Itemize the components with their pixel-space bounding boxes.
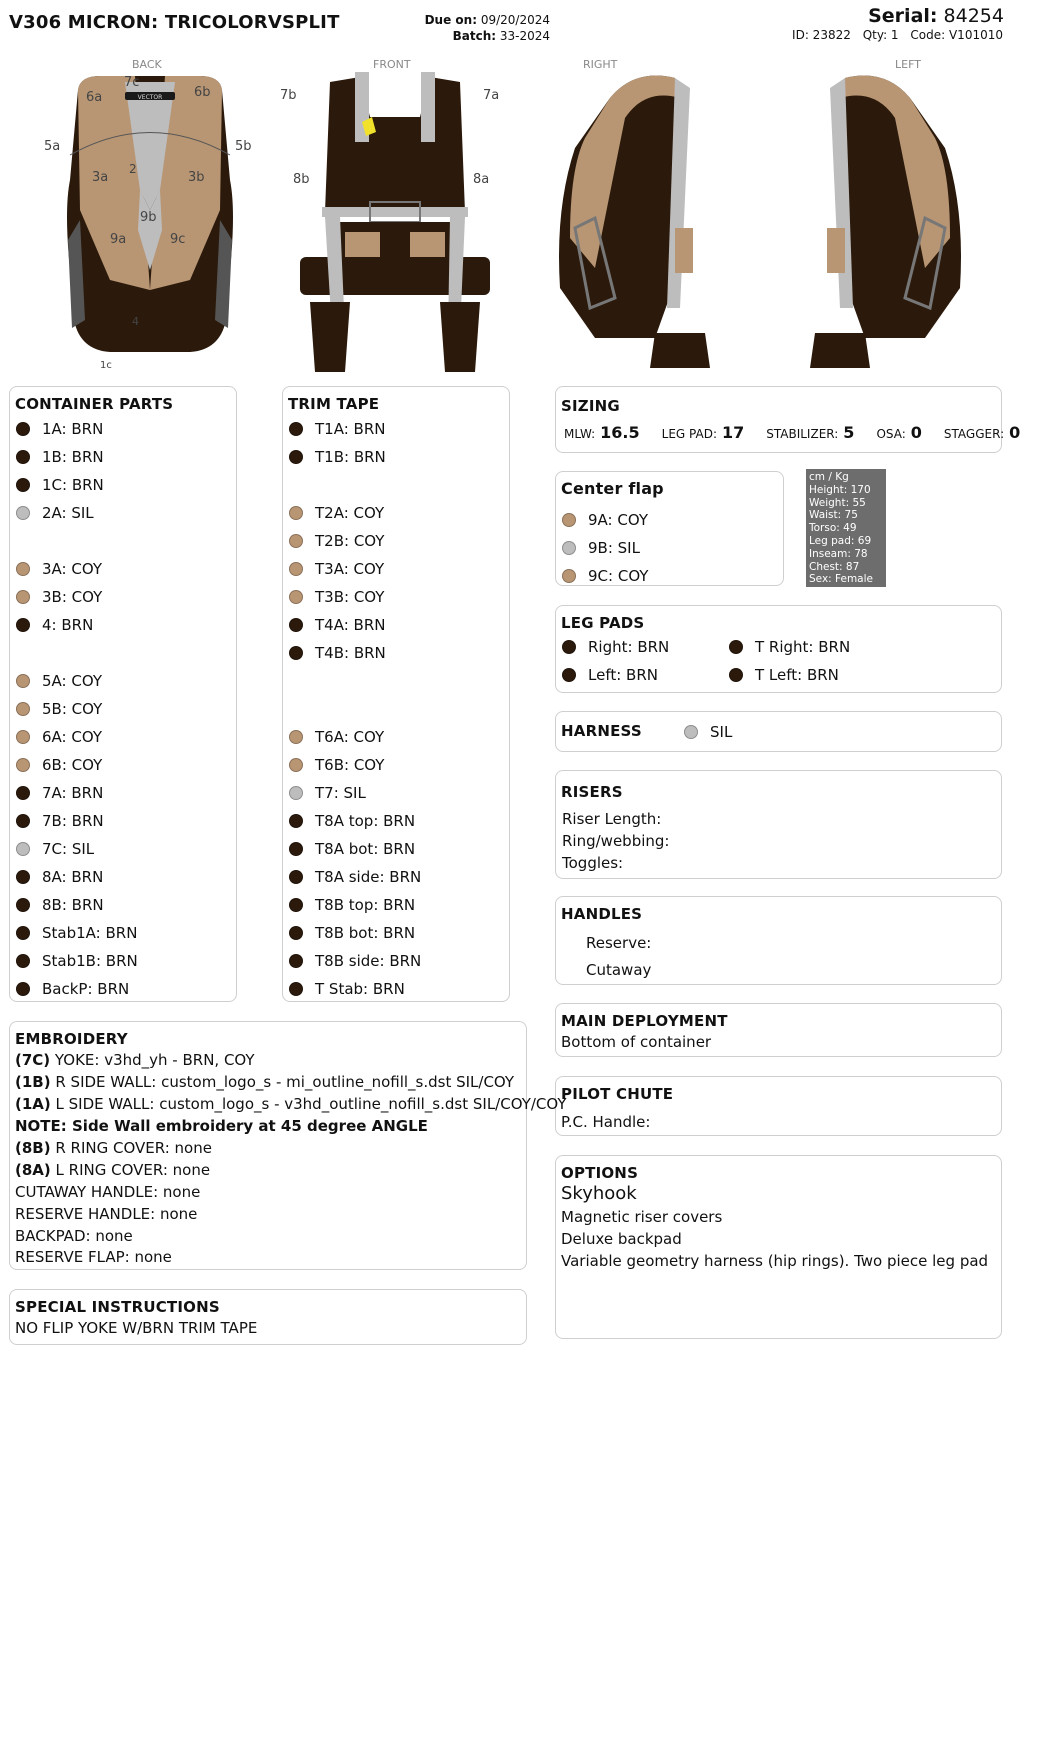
list-item: [16, 922, 137, 944]
due-batch: [380, 12, 550, 44]
list-item-label: 9A: COY: [588, 511, 648, 529]
color-swatch: [684, 725, 698, 739]
color-swatch: [289, 954, 303, 968]
embroidery-code: (8B): [15, 1139, 51, 1157]
color-swatch: [16, 674, 30, 688]
list-item-label: 6B: COY: [42, 756, 103, 774]
list-item-label: T2A: COY: [315, 504, 385, 522]
main-deployment-value: Bottom of container: [561, 1033, 712, 1051]
due-value: 09/20/2024: [480, 13, 550, 27]
embroidery-reserve-handle: RESERVE HANDLE: none: [15, 1205, 198, 1223]
list-item-label: T7: SIL: [315, 784, 366, 802]
embroidery-code: (8A): [15, 1161, 51, 1179]
color-swatch: [16, 702, 30, 716]
color-swatch: [289, 786, 303, 800]
list-item-label: BackP: BRN: [42, 980, 130, 998]
measure-sex: Sex: Female: [809, 573, 873, 586]
list-item: [16, 978, 129, 1000]
main-deployment-title: MAIN DEPLOYMENT: [561, 1012, 728, 1030]
list-item: [289, 978, 405, 1000]
harness-title: HARNESS: [561, 722, 642, 740]
list-item: [289, 726, 384, 748]
list-item-label: T1A: BRN: [315, 420, 386, 438]
pilot-chute-title: PILOT CHUTE: [561, 1085, 674, 1103]
color-swatch: [289, 450, 303, 464]
harness-color: [684, 721, 732, 743]
pc-handle: P.C. Handle:: [561, 1113, 651, 1131]
embroidery-backpad: BACKPAD: none: [15, 1227, 133, 1245]
color-swatch: [16, 926, 30, 940]
list-item-label: T8A bot: BRN: [315, 840, 416, 858]
color-swatch: [16, 814, 30, 828]
legpad-label: LEG PAD:: [661, 427, 717, 441]
qty-text: Qty: 1: [862, 28, 899, 42]
color-swatch: [16, 982, 30, 996]
harness-panel: [555, 711, 1002, 752]
color-swatch: [16, 506, 30, 520]
front-view-drawing: [300, 72, 490, 377]
main-deployment-panel: [555, 1003, 1002, 1057]
list-item: [16, 726, 102, 748]
label-7c: 7c: [124, 75, 140, 90]
list-item: [289, 446, 386, 468]
list-item: [16, 698, 102, 720]
color-swatch: [562, 668, 576, 682]
options-title: OPTIONS: [561, 1164, 639, 1182]
label-3a: 3a: [92, 170, 109, 185]
list-item-label: 9B: SIL: [588, 539, 640, 557]
mlw-label: MLW:: [564, 427, 596, 441]
list-item-label: T3B: COY: [315, 588, 385, 606]
center-flap-panel: [555, 471, 784, 586]
due-label: Due on:: [424, 13, 477, 27]
list-item-label: T2B: COY: [315, 532, 385, 550]
list-item: [289, 754, 384, 776]
stagger-label: STAGGER:: [943, 427, 1005, 441]
list-item-label: 3B: COY: [42, 588, 103, 606]
list-item: [289, 530, 384, 552]
color-swatch: [289, 842, 303, 856]
handles-title: HANDLES: [561, 905, 643, 923]
list-item-label: 6A: COY: [42, 728, 102, 746]
stagger-value: 0: [1009, 423, 1021, 442]
label-2: 2: [129, 162, 137, 176]
label-9b: 9b: [140, 210, 157, 225]
list-item: [562, 509, 648, 531]
legpad-value: 17: [721, 423, 745, 442]
option-skyhook: Skyhook: [561, 1183, 637, 1204]
list-item: [16, 586, 102, 608]
list-item-label: 9C: COY: [588, 567, 649, 585]
color-swatch: [16, 590, 30, 604]
option-line-3: Variable geometry harness (hip rings). Two piece leg pad: [561, 1252, 989, 1270]
color-swatch: [289, 422, 303, 436]
embroidery-reserve-flap: RESERVE FLAP: none: [15, 1248, 172, 1266]
list-item: [16, 838, 94, 860]
color-swatch: [562, 569, 576, 583]
embroidery-text: R SIDE WALL: custom_logo_s - mi_outline_nofill_s.dst SIL/COY: [50, 1073, 515, 1091]
list-item-label: T8B bot: BRN: [315, 924, 416, 942]
color-swatch: [289, 870, 303, 884]
option-line-1: Magnetic riser covers: [561, 1208, 723, 1226]
color-swatch: [16, 422, 30, 436]
embroidery-title: EMBROIDERY: [15, 1030, 128, 1048]
color-swatch: [16, 478, 30, 492]
measurements-box: [806, 469, 886, 587]
handles-panel: [555, 896, 1002, 985]
container-parts-title: CONTAINER PARTS: [15, 395, 174, 413]
leg-pad-t-right: [729, 636, 850, 658]
harness-value: SIL: [710, 723, 733, 741]
batch-label: Batch:: [452, 29, 497, 43]
embroidery-r-ring-cover: [15, 1139, 212, 1157]
measure-torso: Torso: 49: [809, 522, 857, 535]
view-label-back: BACK: [132, 58, 162, 71]
list-item-label: T3A: COY: [315, 560, 385, 578]
list-item-label: 5B: COY: [42, 700, 103, 718]
color-swatch: [289, 758, 303, 772]
list-item: [289, 950, 421, 972]
list-item: [289, 922, 415, 944]
pilot-chute-panel: [555, 1076, 1002, 1136]
color-swatch: [562, 513, 576, 527]
label-1c: 1c: [100, 360, 112, 371]
handle-cutaway: Cutaway: [586, 961, 652, 979]
list-item-label: T Stab: BRN: [315, 980, 405, 998]
label-5b: 5b: [235, 139, 252, 154]
list-item: [289, 586, 384, 608]
measure-height: Height: 170: [809, 483, 871, 496]
label-5a: 5a: [44, 139, 61, 154]
sizing-title: SIZING: [561, 397, 620, 415]
list-item-label: 7C: SIL: [42, 840, 95, 858]
list-item: [289, 614, 385, 636]
embroidery-cutaway-handle: CUTAWAY HANDLE: none: [15, 1183, 201, 1201]
leg-pad-right-label: Right: BRN: [588, 638, 670, 656]
list-item: [16, 894, 104, 916]
osa-label: OSA:: [876, 427, 906, 441]
color-swatch: [16, 450, 30, 464]
embroidery-text: L RING COVER: none: [50, 1161, 211, 1179]
leg-pads-panel: [555, 605, 1002, 693]
list-item: [16, 782, 103, 804]
list-item: [289, 502, 384, 524]
stabilizer-value: 5: [843, 423, 855, 442]
color-swatch: [16, 870, 30, 884]
list-item: [289, 558, 384, 580]
label-8a: 8a: [473, 172, 490, 187]
list-item-label: T4B: BRN: [315, 644, 386, 662]
options-panel: [555, 1155, 1002, 1339]
embroidery-yoke: [15, 1051, 255, 1069]
trim-tape-title: TRIM TAPE: [288, 395, 380, 413]
color-swatch: [289, 814, 303, 828]
label-7b: 7b: [280, 88, 297, 103]
color-swatch: [16, 618, 30, 632]
color-swatch: [289, 730, 303, 744]
list-item: [16, 418, 103, 440]
label-7a: 7a: [483, 88, 500, 103]
list-item: [16, 446, 104, 468]
list-item-label: Stab1B: BRN: [42, 952, 138, 970]
color-swatch: [16, 898, 30, 912]
list-item-label: 7A: BRN: [42, 784, 104, 802]
sizing-values: [564, 423, 1039, 442]
color-swatch: [289, 926, 303, 940]
list-item-label: T1B: BRN: [315, 448, 386, 466]
list-item: [16, 950, 138, 972]
measure-chest: Chest: 87: [809, 560, 860, 573]
list-item: [16, 474, 104, 496]
embroidery-text: YOKE: v3hd_yh - BRN, COY: [50, 1051, 255, 1069]
left-view-drawing: [795, 68, 965, 373]
color-swatch: [289, 898, 303, 912]
riser-ring-webbing: Ring/webbing:: [562, 832, 670, 850]
right-view-drawing: [555, 68, 725, 373]
embroidery-l-side-wall: [15, 1095, 567, 1113]
color-swatch: [729, 640, 743, 654]
list-item: [16, 866, 103, 888]
special-instructions-title: SPECIAL INSTRUCTIONS: [15, 1298, 220, 1316]
embroidery-r-side-wall: [15, 1073, 514, 1091]
list-item: [16, 670, 102, 692]
embroidery-text: L SIDE WALL: custom_logo_s - v3hd_outline_nofill_s.dst SIL/COY/COY: [50, 1095, 567, 1113]
view-label-front: FRONT: [373, 58, 411, 71]
container-parts-panel: [9, 386, 237, 1002]
color-swatch: [562, 640, 576, 654]
measure-legpad: Leg pad: 69: [809, 534, 872, 547]
list-item-label: 4: BRN: [42, 616, 94, 634]
measure-waist: Waist: 75: [809, 509, 858, 522]
risers-panel: [555, 770, 1002, 879]
id-text: ID: 23822: [792, 28, 851, 42]
color-swatch: [16, 730, 30, 744]
batch-value: 33-2024: [499, 29, 550, 43]
color-swatch: [289, 534, 303, 548]
color-swatch: [16, 562, 30, 576]
list-item: [16, 502, 94, 524]
embroidery-code: (7C): [15, 1051, 51, 1069]
view-label-left: LEFT: [895, 58, 921, 71]
list-item-label: T4A: BRN: [315, 616, 386, 634]
serial-value: 84254: [943, 5, 1004, 27]
list-item: [289, 866, 421, 888]
color-swatch: [16, 758, 30, 772]
color-swatch: [289, 562, 303, 576]
list-item: [289, 418, 385, 440]
page-title: V306 MICRON: TRICOLORVSPLIT: [9, 12, 340, 33]
list-item: [16, 810, 104, 832]
list-item: [16, 558, 102, 580]
list-item-label: 2A: SIL: [42, 504, 94, 522]
osa-value: 0: [910, 423, 922, 442]
risers-title: RISERS: [561, 783, 623, 801]
special-instructions-value: NO FLIP YOKE W/BRN TRIM TAPE: [15, 1319, 258, 1337]
list-item-label: Stab1A: BRN: [42, 924, 138, 942]
label-6b: 6b: [194, 85, 211, 100]
color-swatch: [562, 541, 576, 555]
leg-pad-t-left-label: T Left: BRN: [755, 666, 839, 684]
riser-length: Riser Length:: [562, 810, 662, 828]
list-item-label: 8A: BRN: [42, 868, 104, 886]
center-flap-title: Center flap: [561, 479, 664, 498]
measure-inseam: Inseam: 78: [809, 547, 868, 560]
list-item-label: T8A side: BRN: [315, 868, 422, 886]
leg-pad-t-left: [729, 664, 839, 686]
label-3b: 3b: [188, 170, 205, 185]
color-swatch: [289, 506, 303, 520]
label-4: 4: [132, 315, 139, 328]
leg-pads-title: LEG PADS: [561, 614, 645, 632]
color-swatch: [289, 590, 303, 604]
measure-weight: Weight: 55: [809, 496, 866, 509]
label-9a: 9a: [110, 232, 127, 247]
embroidery-code: (1B): [15, 1073, 51, 1091]
color-swatch: [729, 668, 743, 682]
option-line-2: Deluxe backpad: [561, 1230, 682, 1248]
measure-units: cm / Kg: [809, 471, 849, 483]
list-item: [289, 782, 366, 804]
color-swatch: [16, 786, 30, 800]
id-line: [784, 28, 1003, 42]
embroidery-note: NOTE: Side Wall embroidery at 45 degree ANGLE: [15, 1117, 428, 1135]
trim-tape-panel: [282, 386, 510, 1002]
stabilizer-label: STABILIZER:: [766, 427, 839, 441]
serial-label: Serial:: [868, 5, 938, 27]
list-item-label: 1A: BRN: [42, 420, 104, 438]
embroidery-code: (1A): [15, 1095, 51, 1113]
list-item-label: 7B: BRN: [42, 812, 104, 830]
list-item: [16, 614, 93, 636]
list-item-label: T8B side: BRN: [315, 952, 422, 970]
color-swatch: [289, 982, 303, 996]
color-swatch: [289, 618, 303, 632]
list-item-label: 3A: COY: [42, 560, 102, 578]
list-item: [289, 810, 415, 832]
list-item-label: 1C: BRN: [42, 476, 104, 494]
vector-logo-text: VECTOR: [137, 94, 163, 101]
serial: [868, 5, 1004, 27]
code-text: Code: V101010: [910, 28, 1003, 42]
embroidery-panel: [9, 1021, 567, 1270]
list-item-label: T8B top: BRN: [315, 896, 416, 914]
color-swatch: [289, 646, 303, 660]
list-item-label: 8B: BRN: [42, 896, 104, 914]
mlw-value: 16.5: [600, 423, 640, 442]
list-item-label: 5A: COY: [42, 672, 102, 690]
leg-pad-left: [562, 664, 658, 686]
leg-pad-left-label: Left: BRN: [588, 666, 658, 684]
list-item-label: 1B: BRN: [42, 448, 104, 466]
label-9c: 9c: [170, 232, 186, 247]
list-item: [289, 894, 415, 916]
list-item-label: T6A: COY: [315, 728, 385, 746]
list-item-label: T8A top: BRN: [315, 812, 416, 830]
list-item: [289, 642, 386, 664]
list-item: [562, 537, 640, 559]
color-swatch: [16, 954, 30, 968]
handle-reserve: Reserve:: [586, 934, 652, 952]
embroidery-text: R RING COVER: none: [50, 1139, 212, 1157]
label-8b: 8b: [293, 172, 310, 187]
riser-toggles: Toggles:: [562, 854, 624, 872]
view-label-right: RIGHT: [583, 58, 618, 71]
list-item: [16, 754, 102, 776]
label-6a: 6a: [86, 90, 103, 105]
list-item: [562, 565, 648, 587]
special-instructions-panel: [9, 1289, 527, 1345]
leg-pad-t-right-label: T Right: BRN: [755, 638, 851, 656]
color-swatch: [16, 842, 30, 856]
embroidery-l-ring-cover: [15, 1161, 210, 1179]
sizing-panel: [555, 386, 1021, 453]
list-item: [289, 838, 415, 860]
leg-pad-right: [562, 636, 669, 658]
list-item-label: T6B: COY: [315, 756, 385, 774]
